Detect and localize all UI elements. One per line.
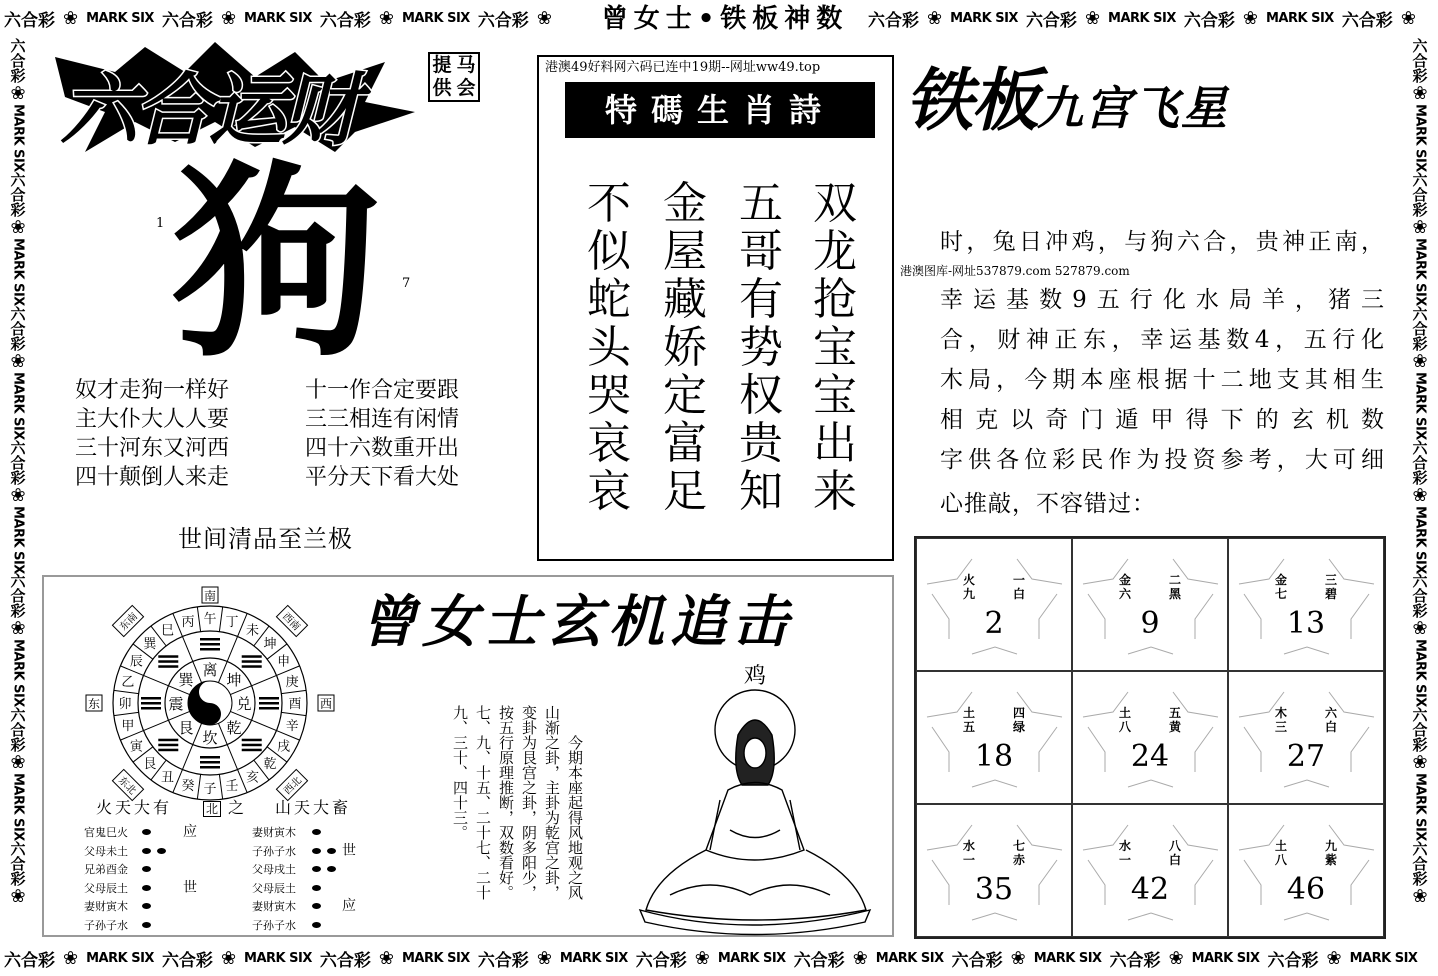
flower-icon: ❀ xyxy=(852,947,868,969)
flower-icon: ❀ xyxy=(378,7,394,29)
cell-star: 七赤 xyxy=(1013,839,1026,867)
lucky-title: 六合运财 xyxy=(60,66,357,156)
direction-label: 西 xyxy=(319,697,333,711)
compass-divider xyxy=(114,712,139,715)
border-brand-en: MARK SIX xyxy=(10,773,26,842)
header-title: 曾女士•铁板神数 xyxy=(590,2,860,36)
zodiac-big-char: 狗 xyxy=(172,144,380,386)
mountain-label: 甲 xyxy=(121,718,135,734)
hexagram-line-label: 官鬼巳火 xyxy=(84,826,128,839)
hexagram-mid: 之 xyxy=(228,798,248,817)
poem-char: 屋 xyxy=(663,226,707,277)
mountain-label: 丑 xyxy=(160,770,175,786)
border-brand-en: MARK SIX xyxy=(1412,773,1428,842)
hexagram-mark: 应 xyxy=(342,898,356,914)
paragraph-line: 时，兔日冲鸡，与狗六合，贵神正南， xyxy=(940,229,1385,255)
mountain-label: 巳 xyxy=(160,623,175,639)
poem-char: 宝 xyxy=(813,322,857,373)
border-brand-cn: 六合彩 xyxy=(8,573,27,619)
mountain-label: 申 xyxy=(277,654,291,670)
top-border-strip-right xyxy=(864,0,1438,36)
border-brand-en: MARK SIX xyxy=(1191,950,1260,966)
poem-char: 龙 xyxy=(813,226,857,277)
flower-icon: ❀ xyxy=(7,216,29,238)
poem-line: 四十六数重开出 xyxy=(305,436,460,461)
border-brand-cn: 六合彩 xyxy=(1183,10,1235,31)
border-brand-en: MARK SIX xyxy=(1412,639,1428,708)
border-brand-en: MARK SIX xyxy=(1412,104,1428,172)
zodiac-label: 鸡 xyxy=(744,664,767,689)
cell-element: 水一 xyxy=(1119,839,1132,867)
yao-dot-icon xyxy=(312,922,321,928)
mountain-label: 庚 xyxy=(285,675,299,691)
paragraph-line: 字供各位彩民作为投资参考，大可细 xyxy=(940,447,1385,473)
corner-direction-label: 东南 xyxy=(118,611,141,634)
border-brand-cn: 六合彩 xyxy=(1410,841,1429,887)
stamp-char: 供 xyxy=(432,77,452,99)
border-brand-cn: 六合彩 xyxy=(1267,950,1319,971)
bottom-border-strip xyxy=(0,940,1438,976)
flower-icon: ❀ xyxy=(7,752,29,774)
stamp-char: 提 xyxy=(432,54,452,76)
border-brand-en: MARK SIX xyxy=(559,950,628,966)
hexagram-line-label: 妻财寅木 xyxy=(84,900,128,913)
cell-element: 土五 xyxy=(963,706,976,734)
yao-dot-icon xyxy=(142,848,151,854)
border-brand-en: MARK SIX xyxy=(10,371,26,440)
corner-direction-label: 西南 xyxy=(279,611,302,634)
text-column: 按五行原理推断，双数看好。 xyxy=(497,705,515,900)
direction-label: 东 xyxy=(87,697,101,711)
compass-divider xyxy=(281,712,306,715)
trigram-symbol-icon xyxy=(141,697,161,710)
hexagram-right-name: 山天大畜 xyxy=(275,798,352,817)
cell-star: 九紫 xyxy=(1325,839,1338,867)
trigram-symbol-icon xyxy=(242,655,262,668)
poem-char: 哭 xyxy=(587,370,631,421)
border-brand-cn: 六合彩 xyxy=(8,38,27,83)
trigram-symbol-icon xyxy=(200,638,220,651)
hexagram-line-label: 父母戌土 xyxy=(252,863,296,876)
palace-cell xyxy=(1228,804,1384,937)
trigram-symbol-icon xyxy=(259,697,279,710)
border-brand-en: MARK SIX xyxy=(86,10,154,26)
mountain-label: 亥 xyxy=(245,770,260,786)
border-brand-cn: 六合彩 xyxy=(319,950,371,971)
poem-line: 平分天下看大处 xyxy=(305,465,460,490)
flower-icon: ❀ xyxy=(1409,886,1431,908)
border-brand-cn: 六合彩 xyxy=(1410,573,1429,619)
site-note: 港澳49好料网六码已连中19期--网址ww49.top xyxy=(545,60,821,75)
stamp-char: 会 xyxy=(456,77,476,99)
border-brand-cn: 六合彩 xyxy=(8,305,27,351)
mountain-label: 卯 xyxy=(118,697,132,712)
flower-icon: ❀ xyxy=(1326,947,1342,969)
border-brand-cn: 六合彩 xyxy=(793,950,845,971)
cell-number: 9 xyxy=(1140,606,1160,641)
palace-cell xyxy=(1072,538,1228,671)
border-brand-en: MARK SIX xyxy=(875,950,944,966)
nine-star-title xyxy=(905,62,1229,159)
yao-dot-icon xyxy=(142,885,151,891)
border-brand-cn: 六合彩 xyxy=(319,10,371,31)
cell-star: 二黑 xyxy=(1169,573,1182,601)
trigram-symbol-icon xyxy=(158,739,178,752)
hexagram-line-label: 子孙子水 xyxy=(84,918,128,932)
poem-box-title: 特碼生肖詩 xyxy=(565,82,875,138)
hexagram-line-label: 子孙子水 xyxy=(252,918,296,932)
border-brand-cn: 六合彩 xyxy=(1109,950,1161,971)
mountain-label: 乙 xyxy=(121,675,135,691)
poem-char: 定 xyxy=(663,370,707,421)
corner-direction-label: 东北 xyxy=(115,775,138,798)
poem-char: 哀 xyxy=(587,418,631,469)
palace-cell xyxy=(916,804,1072,937)
cell-number: 35 xyxy=(974,872,1014,907)
yao-dot-icon xyxy=(312,848,321,854)
cell-element: 木三 xyxy=(1275,706,1288,734)
flower-icon: ❀ xyxy=(1010,947,1026,969)
flower-icon: ❀ xyxy=(1084,7,1101,29)
flower-icon: ❀ xyxy=(1409,216,1431,238)
border-brand-en: MARK SIX xyxy=(1265,10,1334,26)
mountain-label: 乾 xyxy=(263,757,277,773)
flower-icon: ❀ xyxy=(7,83,29,104)
compass-divider xyxy=(219,607,222,632)
cell-number: 46 xyxy=(1286,872,1326,907)
trigram-label: 震 xyxy=(168,695,184,713)
flower-icon: ❀ xyxy=(63,7,79,29)
poem-line: 十一作合定要跟 xyxy=(305,378,460,403)
corner-direction-box xyxy=(112,605,143,636)
hexagram-mark: 世 xyxy=(183,879,197,896)
direction-label: 南 xyxy=(203,589,217,603)
poem-char: 不 xyxy=(587,178,631,229)
flower-icon: ❀ xyxy=(7,618,29,640)
yao-dot-icon xyxy=(327,866,336,872)
yao-dot-icon xyxy=(142,903,151,909)
mountain-label: 丙 xyxy=(181,614,195,630)
mountain-label: 戌 xyxy=(277,739,291,755)
trigram-symbol-icon xyxy=(158,655,178,668)
corner-direction-label: 西北 xyxy=(282,775,305,798)
flower-icon: ❀ xyxy=(7,350,29,372)
mountain-label: 子 xyxy=(203,782,217,797)
poem-line: 四十颠倒人来走 xyxy=(75,465,230,490)
flower-icon: ❀ xyxy=(1242,7,1258,29)
border-brand-en: MARK SIX xyxy=(1412,237,1428,306)
poem-line: 三三相连有闲情 xyxy=(305,407,460,432)
cell-element: 土八 xyxy=(1275,839,1288,867)
hexagram-line-label: 父母未土 xyxy=(84,844,128,858)
yao-dot-icon xyxy=(157,848,166,854)
palace-cell xyxy=(1228,538,1384,671)
corner-direction-box xyxy=(112,769,143,800)
poem-char: 双 xyxy=(813,178,857,229)
border-brand-cn: 六合彩 xyxy=(1410,707,1429,753)
cell-element: 金六 xyxy=(1119,573,1132,601)
border-brand-cn: 六合彩 xyxy=(8,439,27,485)
border-brand-cn: 六合彩 xyxy=(477,950,529,971)
border-brand-en: MARK SIX xyxy=(1108,10,1176,26)
trigram-label: 艮 xyxy=(178,719,194,738)
paragraph-line: 合，财神正东，幸运基数4，五行化 xyxy=(940,327,1385,353)
trigram-label: 坎 xyxy=(202,729,218,747)
poem-char: 知 xyxy=(739,466,783,517)
trigram-label: 巽 xyxy=(178,670,194,689)
flower-icon: ❀ xyxy=(220,947,237,969)
border-brand-cn: 六合彩 xyxy=(951,950,1003,971)
poem-char: 哥 xyxy=(739,226,783,277)
hexagram-mid-box: 北 xyxy=(203,801,221,817)
flower-icon: ❀ xyxy=(1168,947,1184,969)
border-brand-en: MARK SIX xyxy=(950,10,1018,26)
flower-icon: ❀ xyxy=(1409,83,1431,104)
flower-icon: ❀ xyxy=(694,947,710,969)
mountain-label: 酉 xyxy=(288,697,302,712)
border-brand-en: MARK SIX xyxy=(1412,371,1428,440)
palace-cell xyxy=(1228,671,1384,804)
watermark-text: 港澳图库-网址537879.com 527879.com xyxy=(900,264,1130,278)
right-border-strip xyxy=(1402,38,1438,940)
yao-dot-icon xyxy=(327,848,336,854)
nine-star-title-sub: 九宫飞星 xyxy=(1037,81,1230,135)
poem-char: 蛇 xyxy=(587,274,631,325)
cell-star: 四绿 xyxy=(1013,706,1026,734)
yao-dot-icon xyxy=(142,922,151,928)
mountain-label: 辛 xyxy=(285,718,299,734)
yao-dot-icon xyxy=(312,885,321,891)
mountain-label: 巽 xyxy=(143,636,157,652)
poem-char: 五 xyxy=(739,178,783,229)
trigram-symbol-icon xyxy=(200,756,220,769)
cell-element: 火九 xyxy=(963,573,976,601)
yao-dot-icon xyxy=(312,829,321,835)
yao-dot-icon xyxy=(142,829,151,835)
cell-star: 一白 xyxy=(1013,573,1026,601)
mountain-label: 寅 xyxy=(129,739,143,755)
border-brand-en: MARK SIX xyxy=(244,10,312,26)
poem-line: 奴才走狗一样好 xyxy=(75,378,230,403)
mark-number: 1 xyxy=(156,216,165,231)
flower-icon: ❀ xyxy=(220,7,237,29)
poem-char: 足 xyxy=(663,466,707,517)
text-column: 变卦为艮宫之卦，阴多阳少， xyxy=(520,705,538,900)
poem-char: 有 xyxy=(739,274,783,325)
poem-char: 头 xyxy=(587,322,631,373)
border-brand-cn: 六合彩 xyxy=(4,950,55,971)
border-brand-cn: 六合彩 xyxy=(161,10,213,31)
poem-char: 似 xyxy=(587,226,631,277)
border-brand-en: MARK SIX xyxy=(10,505,26,574)
mountain-label: 辰 xyxy=(129,654,143,670)
border-brand-en: MARK SIX xyxy=(1033,950,1102,966)
border-brand-cn: 六合彩 xyxy=(1410,439,1429,485)
border-brand-cn: 六合彩 xyxy=(1410,38,1429,83)
flower-icon: ❀ xyxy=(536,7,552,29)
cell-number: 18 xyxy=(974,739,1014,774)
text-column: 今期本座起得风地观之风 xyxy=(566,735,584,900)
cell-number: 27 xyxy=(1286,739,1326,774)
hexagram-line-label: 子孙子水 xyxy=(252,844,296,858)
border-brand-en: MARK SIX xyxy=(1349,950,1418,966)
mountain-label: 坤 xyxy=(263,636,277,652)
poem-char: 哀 xyxy=(587,466,631,517)
poem-char: 权 xyxy=(739,370,783,421)
trigram-symbol-icon xyxy=(242,739,262,752)
border-brand-cn: 六合彩 xyxy=(868,10,919,31)
compass-divider xyxy=(197,774,200,799)
hexagram-mark: 世 xyxy=(342,842,356,859)
border-brand-en: MARK SIX xyxy=(1412,505,1428,574)
poem-char: 出 xyxy=(813,418,857,469)
text-column: 九、三十、四十三。 xyxy=(451,705,469,840)
yao-dot-icon xyxy=(312,903,321,909)
mountain-label: 壬 xyxy=(225,779,239,795)
border-brand-en: MARK SIX xyxy=(717,950,786,966)
poem-char: 富 xyxy=(663,418,707,469)
border-brand-en: MARK SIX xyxy=(401,950,470,966)
hexagram-line-label: 妻财寅木 xyxy=(252,900,296,913)
poem-char: 宝 xyxy=(813,370,857,421)
cell-number: 2 xyxy=(984,606,1004,641)
compass-divider xyxy=(219,774,222,799)
corner-direction-box xyxy=(276,605,307,636)
cell-element: 水一 xyxy=(963,839,976,867)
flower-icon: ❀ xyxy=(536,947,552,969)
cell-star: 八白 xyxy=(1169,839,1182,867)
border-brand-en: MARK SIX xyxy=(244,950,312,966)
palace-cell xyxy=(916,671,1072,804)
poem-line: 三十河东又河西 xyxy=(75,436,230,461)
flower-icon: ❀ xyxy=(1409,484,1431,506)
compass-divider xyxy=(114,690,139,693)
flower-icon: ❀ xyxy=(7,484,29,506)
border-brand-cn: 六合彩 xyxy=(4,10,55,31)
cell-number: 42 xyxy=(1130,872,1170,907)
palace-cell xyxy=(916,538,1072,671)
paragraph-line: 幸运基数9五行化水局羊，猪三 xyxy=(940,287,1385,313)
seated-deity-illustration xyxy=(610,660,880,936)
border-brand-en: MARK SIX xyxy=(10,237,26,306)
text-column: 七、九、十五、二十七、二十 xyxy=(474,705,492,900)
cell-star: 六白 xyxy=(1325,706,1338,734)
compass-divider xyxy=(281,690,306,693)
mountain-label: 癸 xyxy=(181,779,195,795)
flower-icon: ❀ xyxy=(63,947,79,969)
border-brand-cn: 六合彩 xyxy=(1025,10,1077,31)
mountain-label: 艮 xyxy=(143,757,157,773)
border-brand-cn: 六合彩 xyxy=(8,707,27,753)
hexagram-line-label: 兄弟酉金 xyxy=(84,863,128,876)
hexagram-line-label: 妻财寅木 xyxy=(252,826,296,839)
border-brand-en: MARK SIX xyxy=(86,950,154,966)
cell-star: 三碧 xyxy=(1325,573,1338,601)
border-brand-cn: 六合彩 xyxy=(1341,10,1393,31)
hexagram-line-label: 父母辰土 xyxy=(252,881,296,895)
poem-char: 来 xyxy=(813,466,857,517)
flower-icon: ❀ xyxy=(1409,752,1431,774)
mountain-label: 丁 xyxy=(225,614,239,630)
nine-star-paragraph xyxy=(940,222,1385,524)
paragraph-line: 心推敲，不容错过： xyxy=(940,491,1156,517)
border-brand-en: MARK SIX xyxy=(401,10,470,26)
paragraph-line: 相克以奇门遁甲得下的玄机数 xyxy=(940,407,1385,433)
mark-number: 7 xyxy=(402,276,411,291)
border-brand-cn: 六合彩 xyxy=(1410,305,1429,351)
poem-char: 金 xyxy=(663,178,707,229)
xuanji-vertical-text xyxy=(448,705,586,905)
border-brand-cn: 六合彩 xyxy=(477,10,529,31)
mountain-label: 未 xyxy=(245,623,260,639)
stamp-char: 马 xyxy=(456,54,476,76)
poem-char: 藏 xyxy=(663,274,707,325)
poem-char: 势 xyxy=(739,322,783,373)
lucky-footer: 世间清品至兰极 xyxy=(178,525,353,553)
xuanji-title: 曾女士玄机追击 xyxy=(360,590,794,655)
poem-line: 主大仆大人人要 xyxy=(75,407,230,432)
flower-icon: ❀ xyxy=(1400,7,1416,29)
border-brand-cn: 六合彩 xyxy=(8,171,27,217)
yao-dot-icon xyxy=(142,866,151,872)
trigram-label: 坤 xyxy=(226,670,242,689)
cell-star: 五黄 xyxy=(1169,706,1182,734)
cell-element: 土八 xyxy=(1119,706,1132,734)
border-brand-cn: 六合彩 xyxy=(1410,171,1429,217)
poem-char: 娇 xyxy=(663,322,707,373)
compass-divider xyxy=(197,607,200,632)
flower-icon: ❀ xyxy=(1409,350,1431,372)
hexagram-line-label: 父母辰土 xyxy=(84,881,128,895)
mountain-label: 午 xyxy=(203,612,217,627)
yao-dot-icon xyxy=(312,866,321,872)
nine-palace-grid xyxy=(914,536,1386,939)
border-brand-cn: 六合彩 xyxy=(161,950,213,971)
cell-element: 金七 xyxy=(1275,573,1288,601)
flower-icon: ❀ xyxy=(1409,618,1431,640)
border-brand-cn: 六合彩 xyxy=(635,950,687,971)
poem-char: 抢 xyxy=(813,274,857,325)
palace-cell xyxy=(1072,671,1228,804)
cell-number: 24 xyxy=(1130,739,1170,774)
hexagram-mark: 应 xyxy=(183,824,197,840)
trigram-label: 离 xyxy=(202,661,218,679)
border-brand-cn: 六合彩 xyxy=(8,841,27,887)
palace-cell xyxy=(1072,804,1228,937)
flower-icon: ❀ xyxy=(378,947,394,969)
text-column: 山渐之卦，主卦为乾宫之卦， xyxy=(543,705,561,900)
flower-icon: ❀ xyxy=(7,886,29,908)
cell-number: 13 xyxy=(1286,606,1326,641)
corner-direction-box xyxy=(276,769,307,800)
poem-char: 贵 xyxy=(739,418,783,469)
trigram-label: 乾 xyxy=(226,719,242,738)
flower-icon: ❀ xyxy=(927,7,943,29)
border-brand-en: MARK SIX xyxy=(10,639,26,708)
paragraph-line: 木局，今期本座根据十二地支其相生 xyxy=(940,367,1385,393)
hexagram-left-name: 火天大有 xyxy=(96,798,173,817)
border-brand-en: MARK SIX xyxy=(10,104,26,172)
nine-star-title-main: 铁板 xyxy=(905,62,1038,141)
trigram-label: 兑 xyxy=(236,695,252,713)
